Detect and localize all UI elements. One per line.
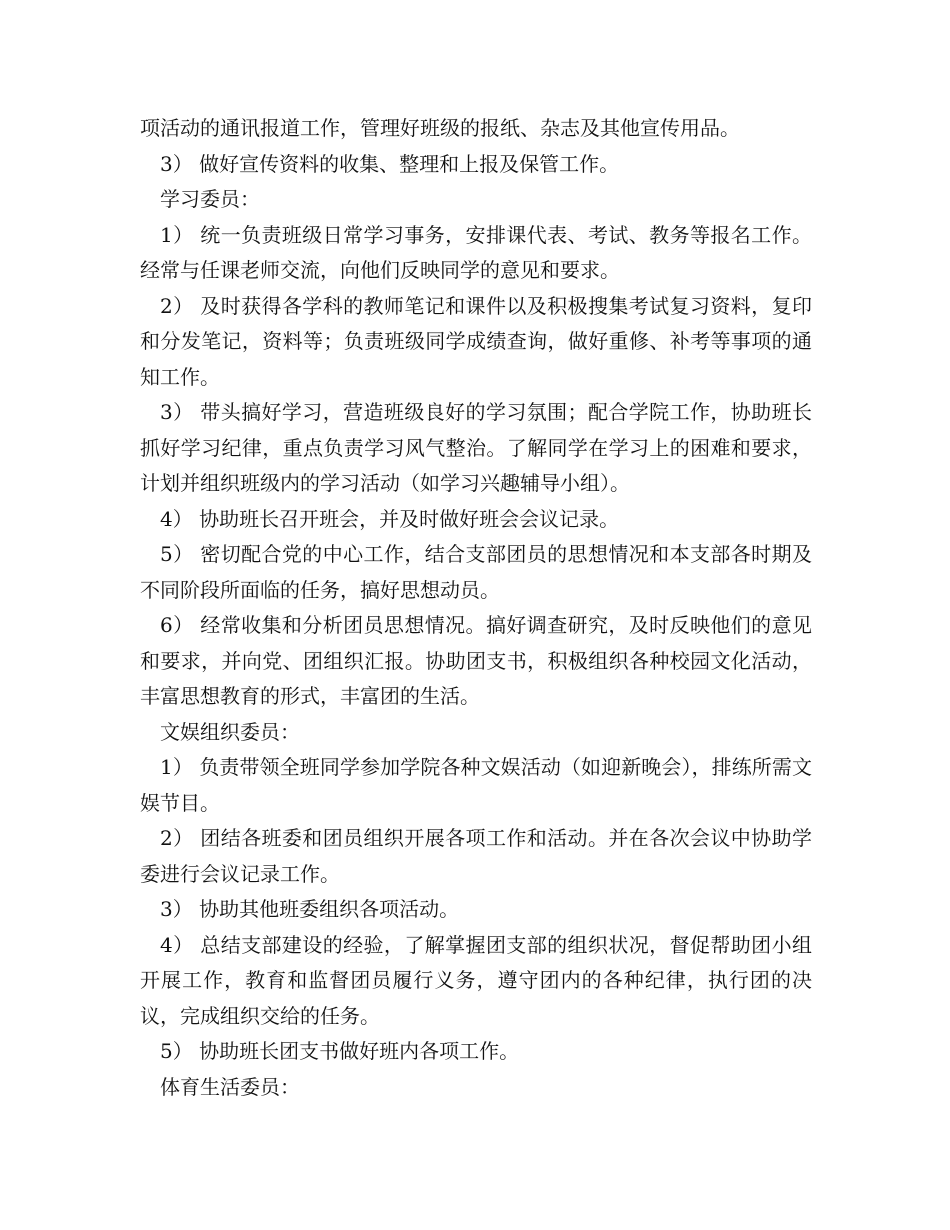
paragraph: 3） 协助其他班委组织各项活动。	[160, 897, 460, 921]
paragraph: 1） 负责带领全班同学参加学院各种文娱活动（如迎新晚会），排练所需文娱节目。	[140, 755, 812, 815]
paragraph: 5） 协助班长团支书做好班内各项工作。	[160, 1039, 520, 1063]
paragraph: 3） 做好宣传资料的收集、整理和上报及保管工作。	[160, 151, 620, 176]
paragraph: 2） 团结各班委和团员组织开展各项工作和活动。并在各次会议中协助学委进行会议记录工作。	[140, 826, 812, 886]
section-heading: 体育生活委员：	[160, 1074, 300, 1099]
section-heading: 文娱组织委员：	[160, 719, 300, 744]
document-page	[140, 111, 812, 1105]
paragraph: 4） 协助班长召开班会，并及时做好班会会议记录。	[160, 506, 620, 531]
paragraph: 3） 带头搞好学习，营造班级良好的学习氛围；配合学院工作，协助班长抓好学习纪律，重点负责学习风气整治。了解同学在学习上的困难和要求，计划并组织班级内的学习活动（如学习兴趣辅导小组）。	[140, 400, 812, 495]
paragraph: 4） 总结支部建设的经验，了解掌握团支部的组织状况，督促帮助团小组开展工作，教育和监督团员履行义务，遵守团内的各种纪律，执行团的决议，完成组织交给的任务。	[140, 932, 812, 1028]
paragraph: 6） 经常收集和分析团员思想情况。搞好调查研究，及时反映他们的意见和要求，并向党、团组织汇报。协助团支书，积极组织各种校园文化活动，丰富思想教育的形式，丰富团的生活。	[140, 613, 812, 708]
section-heading: 学习委员：	[160, 187, 260, 211]
paragraph: 1） 统一负责班级日常学习事务，安排课代表、考试、教务等报名工作。经常与任课老师交流，向他们反映同学的意见和要求。	[140, 222, 812, 282]
paragraph: 2） 及时获得各学科的教师笔记和课件以及积极搜集考试复习资料，复印和分发笔记，资料等；负责班级同学成绩查询，做好重修、补考等事项的通知工作。	[140, 293, 812, 389]
paragraph: 5） 密切配合党的中心工作，结合支部团员的思想情况和本支部各时期及不同阶段所面临的任务，搞好思想动员。	[140, 542, 812, 602]
paragraph: 项活动的通讯报道工作，管理好班级的报纸、杂志及其他宣传用品。	[140, 116, 740, 140]
